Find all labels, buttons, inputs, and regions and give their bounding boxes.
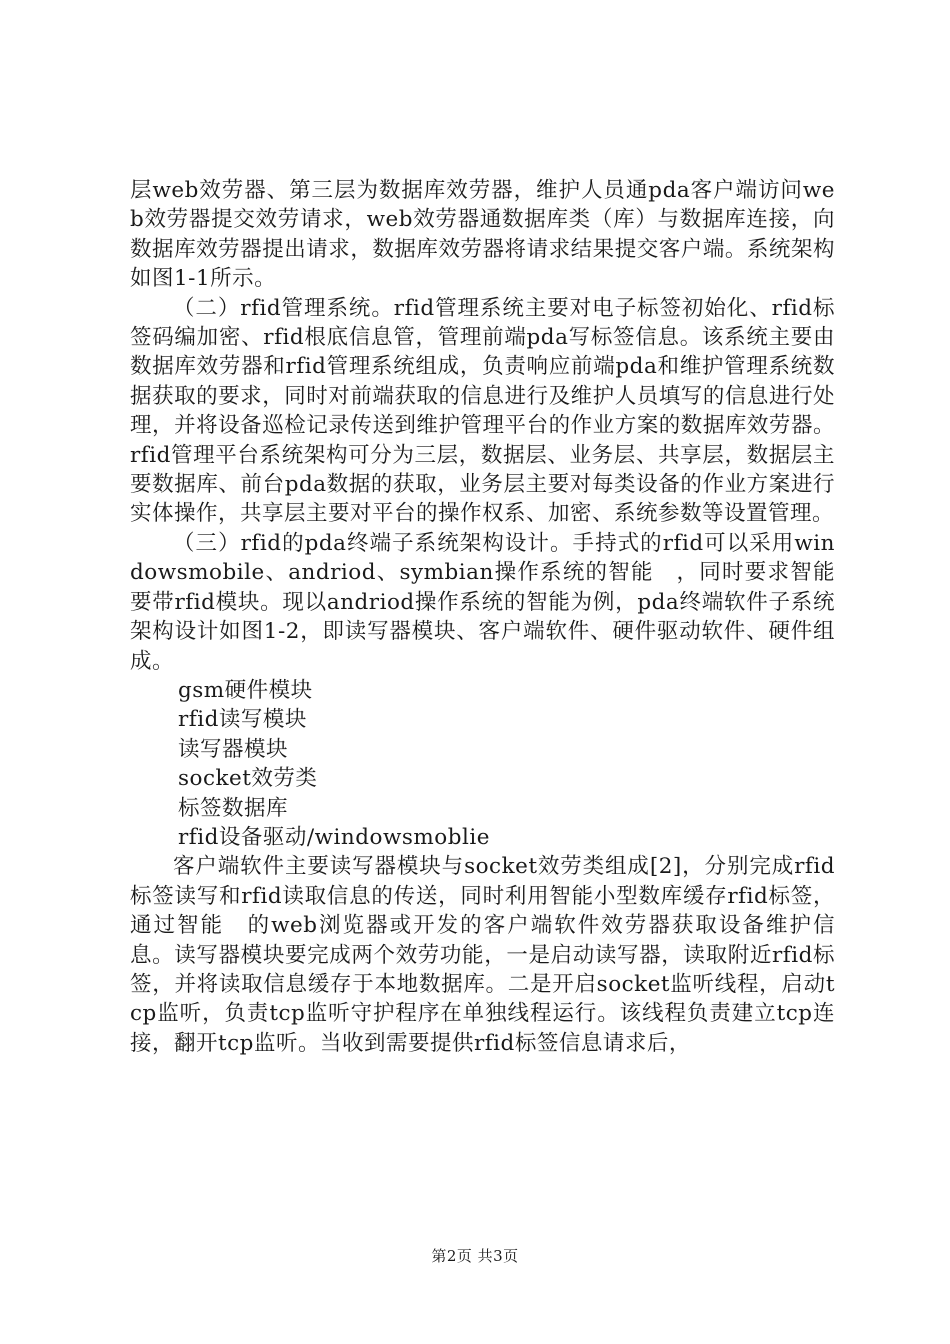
page-number: 第2页 共3页 [431,1247,519,1265]
page-footer [0,1245,950,1266]
list-item: 读写器模块 [178,736,289,762]
paragraph-continued: 层web效劳器、第三层为数据库效劳器，维护人员通pda客户端访问web效劳器提交效劳请求，web效劳器通数据库类（库）与数据库连接，向数据库效劳器提出请求，数据库效劳器将请求结果提交客户端。系统架构如图1-1所示。 [130,178,835,292]
list-item: rfid读写模块 [178,707,307,733]
paragraph-rfid-management: （二）rfid管理系统。rfid管理系统主要对电子标签初始化、rfid标签码编加密、rfid根底信息管，管理前端pda写标签信息。该系统主要由数据库效劳器和rfid管理系统组成，负责响应前端pda和维护管理系统数据获取的要求，同时对前端获取的信息进行及维护人员填写的信息进行处理，并将设备巡检记录传送到维护管理平台的作业方案的数据库效劳器。rfid管理平台系统架构可分为三层，数据层、业务层、共享层，数据层主要数据库、前台pda数据的获取，业务层主要对每类设备的作业方案进行实体操作，共享层主要对平台的操作权系、加密、系统参数等设置管理。 [130,295,835,527]
list-item: rfid设备驱动/windowsmoblie [178,824,490,850]
list-item: gsm硬件模块 [178,677,313,703]
page-body [130,176,858,1058]
list-item: 标签数据库 [178,795,289,821]
list-item: socket效劳类 [178,766,318,792]
paragraph-client-software: 客户端软件主要读写器模块与socket效劳类组成[2]，分别完成rfid标签读写和rfid读取信息的传送，同时利用智能小型数库缓存rfid标签，通过智能 的web浏览器或开发的客户端软件效劳器获取设备维护信息。读写器模块要完成两个效劳功能，一是启动读写器，读取附近rfid标签，并将读取信息缓存于本地数据库。二是开启socket监听线程，启动tcp监听，负责tcp监听守护程序在单独线程运行。该线程负责建立tcp连接，翻开tcp监听。当收到需要提供rfid标签信息请求后， [130,854,835,1056]
paragraph-pda-terminal: （三）rfid的pda终端子系统架构设计。手持式的rfid可以采用windowsmobile、andriod、symbian操作系统的智能 ，同时要求智能 要带rfid模块。现以andriod操作系统的智能为例，pda终端软件子系统架构设计如图1-2，即读写器模块、客户端软件、硬件驱动软件、硬件组成。 [130,530,858,674]
architecture-item-list [130,676,835,852]
